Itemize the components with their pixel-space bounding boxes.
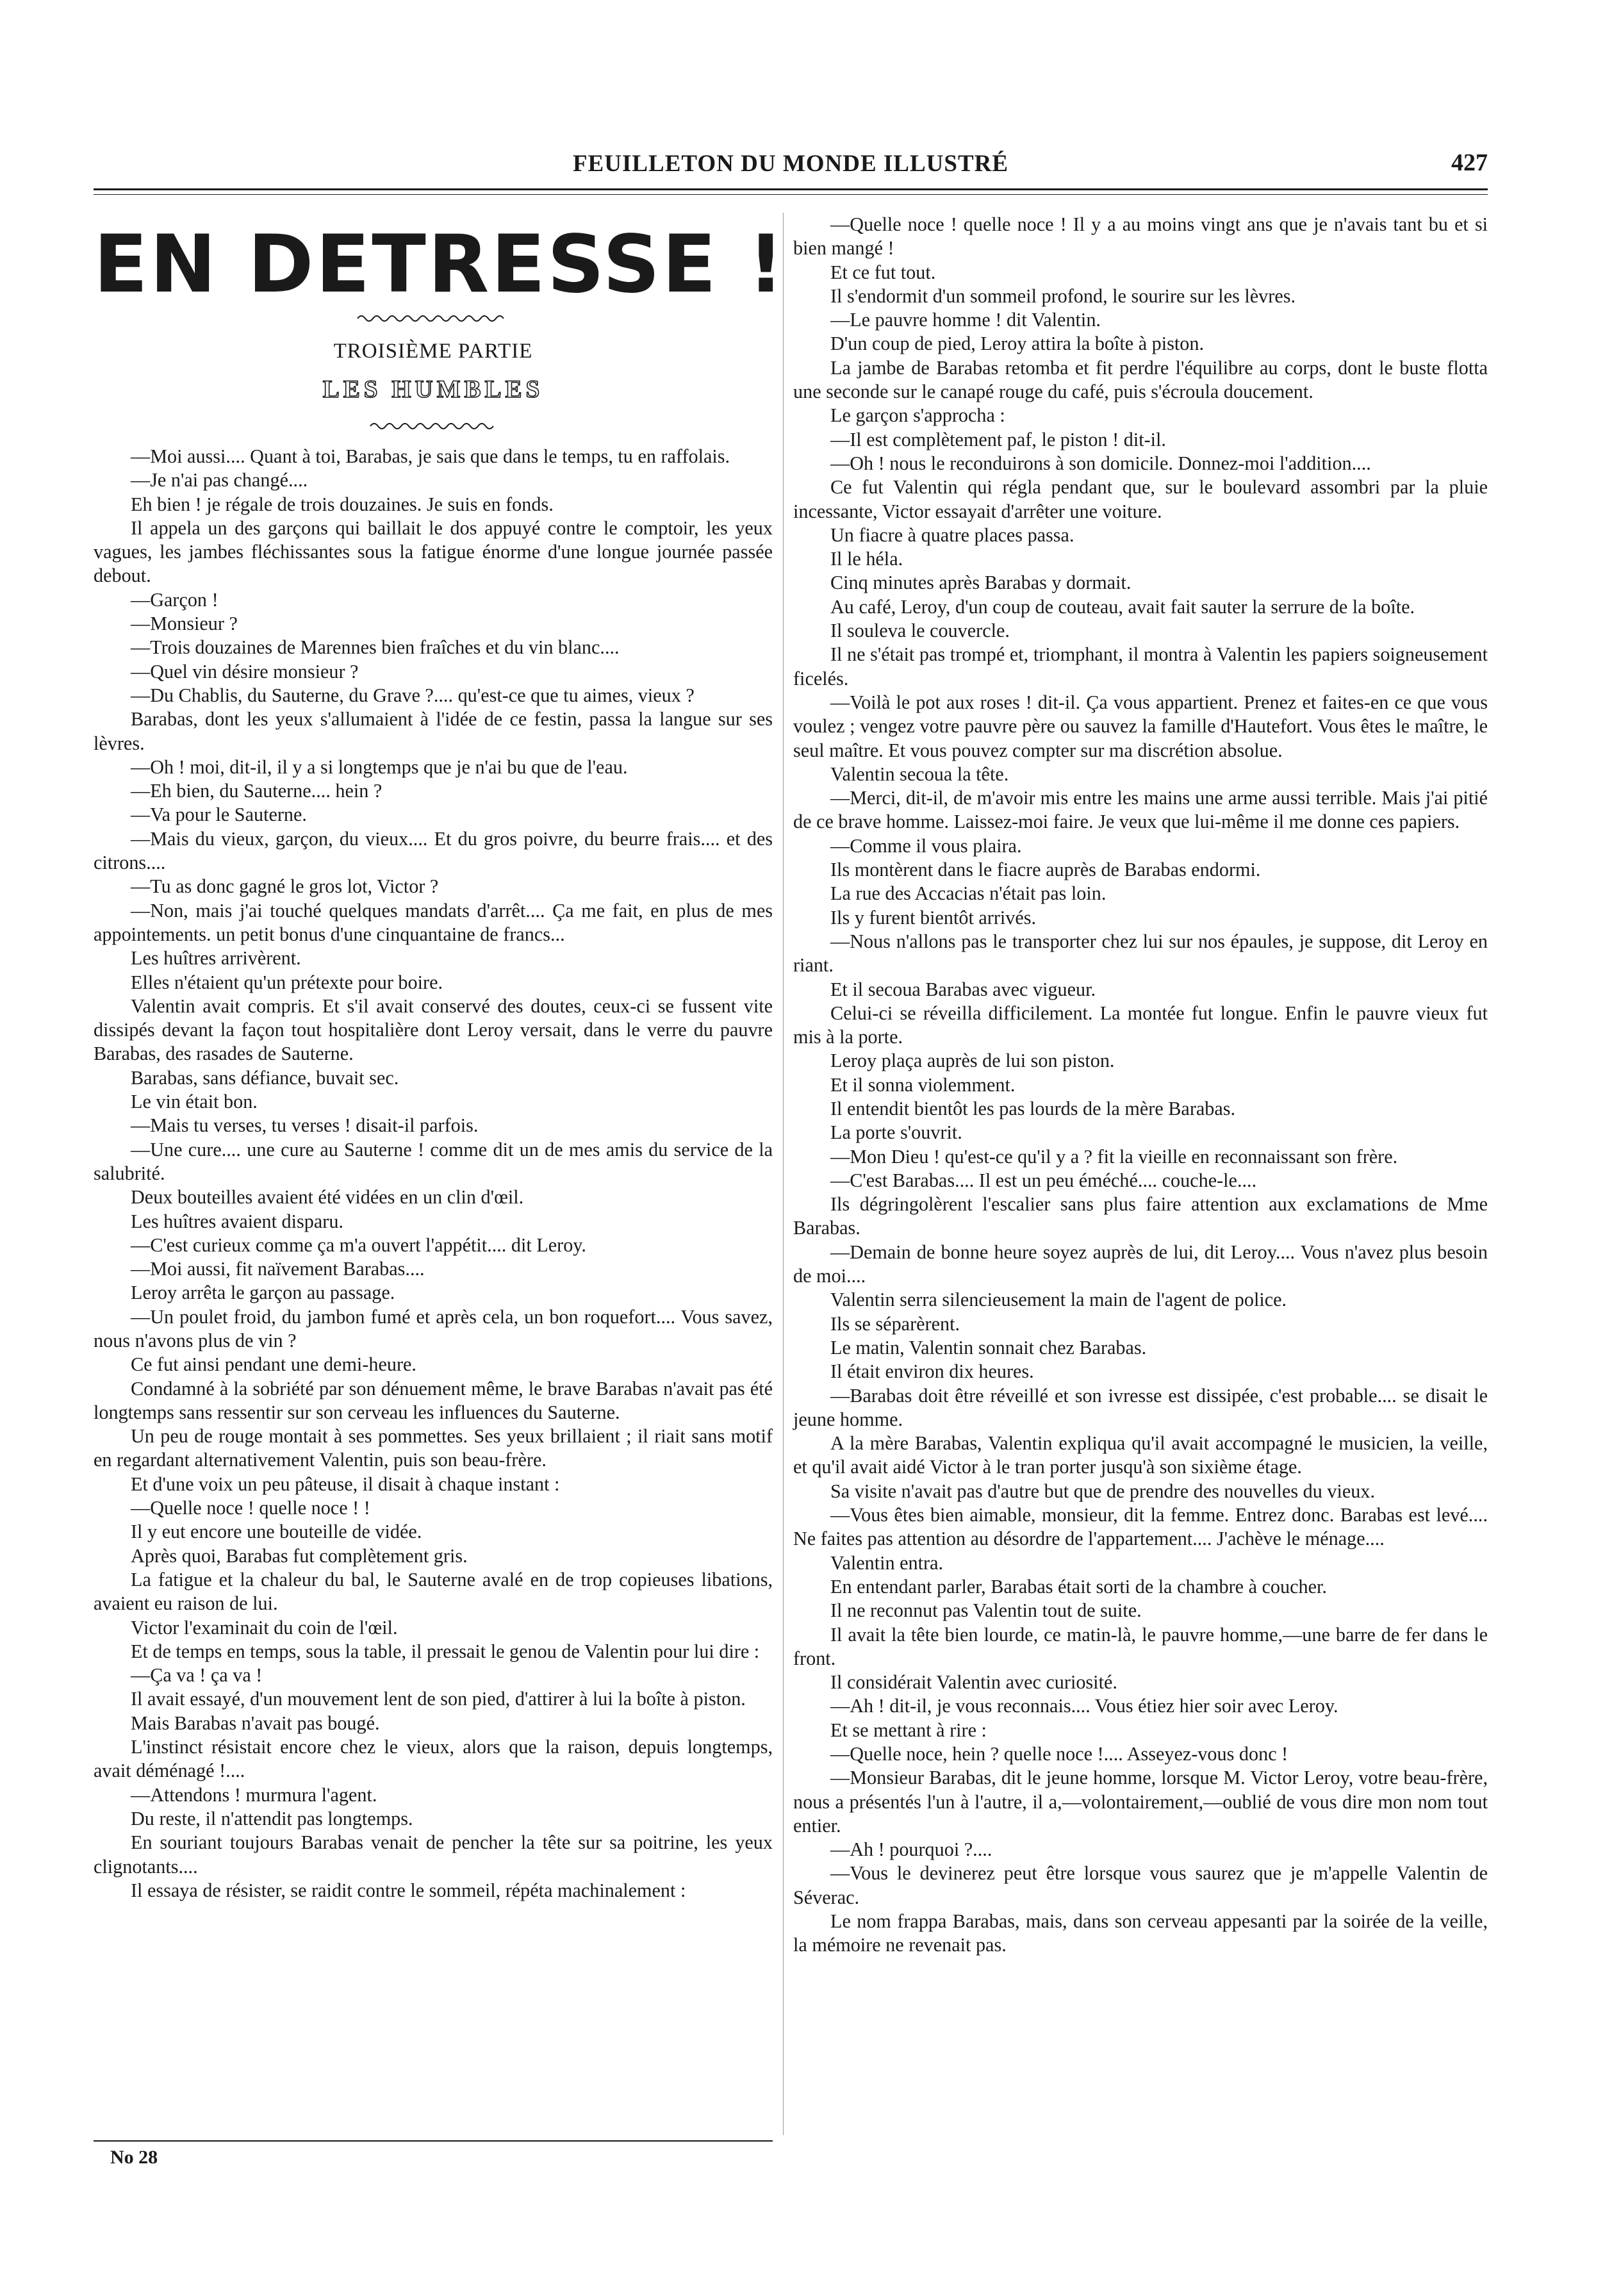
paragraph: —Une cure.... une cure au Sauterne ! comme dit un de mes amis du service de la salubrité.	[94, 1138, 773, 1184]
paragraph: Un fiacre à quatre places passa.	[830, 524, 1074, 546]
ornament-squiggle-bottom	[369, 420, 497, 429]
paragraph: —Oh ! moi, dit-il, il y a si longtemps que je n'ai bu que de l'eau.	[131, 756, 628, 778]
paragraph: Il appela un des garçons qui baillait le dos appuyé contre le comptoir, les yeux vagues, les jambes fléchissantes sous la fatigue énorme d'une longue journée passée debout.	[94, 516, 773, 587]
paragraph: —Du Chablis, du Sauterne, du Grave ?.... qu'est-ce que tu aimes, vieux ?	[131, 684, 695, 706]
header-rule-top	[94, 188, 1488, 190]
right-column-text	[793, 213, 1488, 1958]
paragraph: Leroy arrêta le garçon au passage.	[131, 1282, 395, 1304]
paragraph: Mais Barabas n'avait pas bougé.	[131, 1712, 380, 1734]
paragraph: —Monsieur ?	[131, 613, 238, 635]
paragraph: Cinq minutes après Barabas y dormait.	[830, 572, 1131, 594]
paragraph: —Un poulet froid, du jambon fumé et après cela, un bon roquefort.... Vous savez, nous n'avons plus de vin ?	[94, 1305, 773, 1351]
paragraph: Ils y furent bientôt arrivés.	[830, 906, 1037, 929]
paragraph: —Je n'ai pas changé....	[131, 469, 308, 491]
paragraph: Un peu de rouge montait à ses pommettes. Ses yeux brillaient ; il riait sans motif en regardant alternativement Valentin, puis son beau-frère.	[94, 1425, 773, 1471]
paragraph: Du reste, il n'attendit pas longtemps.	[131, 1807, 413, 1829]
paragraph: Valentin serra silencieusement la main de l'agent de police.	[830, 1289, 1287, 1311]
paragraph: Il y eut encore une bouteille de vidée.	[131, 1521, 422, 1543]
paragraph: —Il est complètement paf, le piston ! dit-il.	[830, 428, 1166, 450]
paragraph: Et se mettant à rire :	[830, 1719, 987, 1741]
ornament-squiggle-top	[356, 313, 510, 322]
paragraph: Valentin avait compris. Et s'il avait conservé des doutes, ceux-ci se fussent vite dissipés devant la façon tout hospitalière dont Leroy versait, dans le verre du pauvre Barabas, des rasades de Sauterne.	[94, 995, 773, 1065]
paragraph: Celui-ci se réveilla difficilement. La montée fut longue. Enfin le pauvre vieux fut mis à la porte.	[793, 1002, 1488, 1048]
paragraph: Ce fut ainsi pendant une demi-heure.	[131, 1353, 416, 1376]
running-title: FEUILLETON DU MONDE ILLUSTRÉ	[572, 151, 1009, 177]
paragraph: Et il secoua Barabas avec vigueur.	[830, 978, 1096, 1000]
paragraph: Après quoi, Barabas fut complètement gris.	[131, 1544, 468, 1567]
paragraph: Il ne reconnut pas Valentin tout de suite.	[830, 1599, 1142, 1622]
paragraph: Au café, Leroy, d'un coup de couteau, avait fait sauter la serrure de la boîte.	[830, 595, 1415, 618]
paragraph: A la mère Barabas, Valentin expliqua qu'il avait accompagné le musicien, la veille, et qu'il avait aidé Victor à le tran porter jusqu'à son sixième étage.	[793, 1432, 1488, 1478]
section-title: LES HUMBLES	[322, 376, 544, 403]
story-title: EN DETRESSE !	[94, 219, 786, 311]
paragraph: Il considérait Valentin avec curiosité.	[830, 1671, 1117, 1694]
paragraph: —Mais du vieux, garçon, du vieux.... Et du gros poivre, du beurre frais.... et des citrons....	[94, 827, 773, 874]
paragraph: —C'est Barabas.... Il est un peu éméché.... couche-le....	[830, 1169, 1257, 1191]
paragraph: —Voilà le pot aux roses ! dit-il. Ça vous appartient. Prenez et faites-en ce que vous voulez ; vengez votre pauvre père ou sauvez la famille d'Hautefort. Vous êtes le maître, le seul maître. Et vous pouvez compter sur ma discrétion absolue.	[793, 691, 1488, 761]
paragraph: —Quelle noce ! quelle noce ! !	[131, 1497, 370, 1519]
paragraph: Ils montèrent dans le fiacre auprès de Barabas endormi.	[830, 859, 1261, 881]
footer-rule	[94, 2140, 773, 2142]
left-column-text	[94, 445, 773, 1903]
paragraph: Et d'une voix un peu pâteuse, il disait à chaque instant :	[131, 1473, 560, 1495]
paragraph: Condamné à la sobriété par son dénuement même, le brave Barabas n'avait pas été longtemps sans ressentir sur son cerveau les influences du Sauterne.	[94, 1377, 773, 1423]
paragraph: —Mon Dieu ! qu'est-ce qu'il y a ? fit la vieille en reconnaissant son frère.	[830, 1145, 1398, 1168]
paragraph: —Eh bien, du Sauterne.... hein ?	[131, 780, 383, 802]
paragraph: Leroy plaça auprès de lui son piston.	[830, 1050, 1115, 1072]
paragraph: —Va pour le Sauterne.	[131, 804, 307, 826]
paragraph: Il essaya de résister, se raidit contre le sommeil, répéta machinalement :	[131, 1879, 686, 1901]
paragraph: Sa visite n'avait pas d'autre but que de prendre des nouvelles du vieux.	[830, 1480, 1376, 1502]
header-rule-bottom	[94, 194, 1488, 195]
paragraph: —Demain de bonne heure soyez auprès de lui, dit Leroy.... Vous n'avez plus besoin de moi....	[793, 1241, 1488, 1287]
paragraph: Il entendit bientôt les pas lourds de la mère Barabas.	[830, 1097, 1236, 1119]
paragraph: —Nous n'allons pas le transporter chez lui sur nos épaules, je suppose, dit Leroy en riant.	[793, 930, 1488, 977]
paragraph: —Garçon !	[131, 588, 218, 611]
paragraph: Valentin entra.	[830, 1551, 944, 1574]
paragraph: La jambe de Barabas retomba et fit perdre l'équilibre au corps, dont le buste flotta une seconde sur le canapé rouge du café, puis s'écroula doucement.	[793, 356, 1488, 403]
right-column	[793, 213, 1488, 1958]
paragraph: Ce fut Valentin qui régla pendant que, sur le boulevard assombri par la pluie incessante, Victor essayait d'arrêter une voiture.	[793, 476, 1488, 522]
page-header	[94, 142, 1488, 186]
paragraph: —Attendons ! murmura l'agent.	[131, 1783, 377, 1806]
paragraph: Barabas, dont les yeux s'allumaient à l'idée de ce festin, passa la langue sur ses lèvres.	[94, 708, 773, 754]
paragraph: —Quel vin désire monsieur ?	[131, 660, 359, 682]
paragraph: —Non, mais j'ai touché quelques mandats d'arrêt.... Ça me fait, en plus de mes appointements. un petit bonus d'une cinquantaine de francs...	[94, 899, 773, 945]
paragraph: —Mais tu verses, tu verses ! disait-il parfois.	[131, 1114, 479, 1137]
paragraph: D'un coup de pied, Leroy attira la boîte à piston.	[830, 333, 1205, 355]
page-number: 427	[1451, 149, 1488, 176]
paragraph: Il était environ dix heures.	[830, 1360, 1034, 1383]
paragraph: En entendant parler, Barabas était sorti de la chambre à coucher.	[830, 1575, 1327, 1598]
paragraph: Il avait essayé, d'un mouvement lent de son pied, d'attirer à lui la boîte à piston.	[131, 1688, 746, 1710]
paragraph: Le garçon s'approcha :	[830, 404, 1005, 427]
paragraph: Et de temps en temps, sous la table, il pressait le genou de Valentin pour lui dire :	[131, 1640, 760, 1662]
paragraph: Il le héla.	[830, 548, 903, 570]
paragraph: Le vin était bon.	[131, 1091, 258, 1113]
paragraph: —Moi aussi.... Quant à toi, Barabas, je sais que dans le temps, tu en raffolais.	[131, 445, 730, 467]
paragraph: Les huîtres avaient disparu.	[131, 1210, 343, 1232]
issue-number: No 28	[110, 2147, 158, 2168]
paragraph: —Oh ! nous le reconduirons à son domicile. Donnez-moi l'addition....	[830, 452, 1371, 474]
part-title: TROISIÈME PARTIE	[333, 340, 533, 363]
paragraph: Il s'endormit d'un sommeil profond, le sourire sur les lèvres.	[830, 285, 1296, 307]
paragraph: La rue des Accacias n'était pas loin.	[830, 882, 1107, 905]
paragraph: Eh bien ! je régale de trois douzaines. Je suis en fonds.	[131, 493, 554, 515]
paragraph: En souriant toujours Barabas venait de pencher la tête sur sa poitrine, les yeux clignotants....	[94, 1831, 773, 1878]
paragraph: —C'est curieux comme ça m'a ouvert l'appétit.... dit Leroy.	[131, 1234, 586, 1256]
paragraph: —Ça va ! ça va !	[131, 1664, 263, 1687]
paragraph: Il ne s'était pas trompé et, triomphant, il montra à Valentin les papiers soigneusement ficelés.	[793, 643, 1488, 690]
paragraph: L'instinct résistait encore chez le vieux, alors que la raison, depuis longtemps, avait déménagé !....	[94, 1736, 773, 1782]
paragraph: —Barabas doit être réveillé et son ivresse est dissipée, c'est probable.... se disait le jeune homme.	[793, 1384, 1488, 1430]
paragraph: Valentin secoua la tête.	[830, 763, 1009, 785]
paragraph: —Monsieur Barabas, dit le jeune homme, lorsque M. Victor Leroy, votre beau-frère, nous a présentés l'un à l'autre, il a,—volontairement,—oublié de vous dire mon nom tout entier.	[793, 1767, 1488, 1837]
paragraph: —Ah ! pourquoi ?....	[830, 1838, 992, 1861]
paragraph: —Quelle noce ! quelle noce ! Il y a au moins vingt ans que je n'avais tant bu et si bien mangé !	[793, 213, 1488, 260]
paragraph: Elles n'étaient qu'un prétexte pour boire.	[131, 971, 443, 993]
paragraph: —Comme il vous plaira.	[830, 834, 1022, 857]
paragraph: Victor l'examinait du coin de l'œil.	[131, 1616, 398, 1639]
paragraph: —Merci, dit-il, de m'avoir mis entre les mains une arme aussi terrible. Mais j'ai pitié de ce brave homme. Laissez-moi faire. Je veux que lui-même il me donne ces papiers.	[793, 787, 1488, 833]
paragraph: Le nom frappa Barabas, mais, dans son cerveau appesanti par la soirée de la veille, la mémoire ne revenait pas.	[793, 1910, 1488, 1956]
paragraph: La fatigue et la chaleur du bal, le Sauterne avalé en de trop copieuses libations, avaient eu raison de lui.	[94, 1568, 773, 1615]
paragraph: Ils dégringolèrent l'escalier sans plus faire attention aux exclamations de Mme Barabas.	[793, 1193, 1488, 1239]
paragraph: Et ce fut tout.	[830, 261, 936, 283]
paragraph: Barabas, sans défiance, buvait sec.	[131, 1066, 399, 1089]
paragraph: —Ah ! dit-il, je vous reconnais.... Vous étiez hier soir avec Leroy.	[830, 1695, 1338, 1717]
paragraph: —Vous le devinerez peut être lorsque vous saurez que je m'appelle Valentin de Séverac.	[793, 1862, 1488, 1908]
paragraph: Le matin, Valentin sonnait chez Barabas.	[830, 1336, 1147, 1359]
paragraph: La porte s'ouvrit.	[830, 1121, 962, 1144]
paragraph: Ils se séparèrent.	[830, 1312, 960, 1335]
left-column	[94, 213, 786, 1903]
paragraph: —Le pauvre homme ! dit Valentin.	[830, 309, 1101, 331]
paragraph: Il avait la tête bien lourde, ce matin-là, le pauvre homme,—une barre de fer dans le front.	[793, 1623, 1488, 1669]
column-divider	[783, 213, 784, 2135]
paragraph: Les huîtres arrivèrent.	[131, 947, 301, 970]
story-heading	[94, 213, 786, 429]
paragraph: —Quelle noce, hein ? quelle noce !.... Asseyez-vous donc !	[830, 1743, 1288, 1765]
paragraph: —Vous êtes bien aimable, monsieur, dit la femme. Entrez donc. Barabas est levé.... Ne faites pas attention au désordre de l'appartement.... J'achève le ménage....	[793, 1504, 1488, 1550]
paragraph: —Moi aussi, fit naïvement Barabas....	[131, 1258, 425, 1280]
paragraph: —Tu as donc gagné le gros lot, Victor ?	[131, 875, 439, 898]
paragraph: Il souleva le couvercle.	[830, 620, 1010, 642]
paragraph: —Trois douzaines de Marennes bien fraîches et du vin blanc....	[131, 636, 620, 659]
paragraph: Et il sonna violemment.	[830, 1073, 1016, 1096]
paragraph: Deux bouteilles avaient été vidées en un clin d'œil.	[131, 1186, 524, 1209]
